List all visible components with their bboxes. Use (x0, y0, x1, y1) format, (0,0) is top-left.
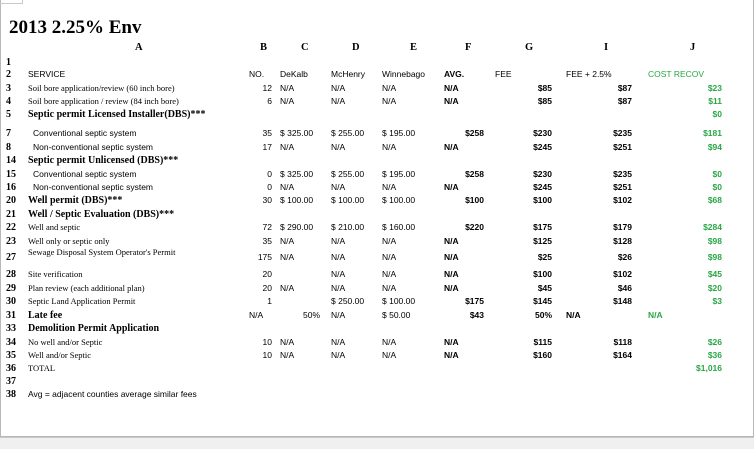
cost-recovery: $36 (707, 350, 722, 360)
dekalb-fee: N/A (280, 83, 295, 93)
mchenry-fee: $ 255.00 (331, 169, 365, 179)
column-header-c: C (301, 42, 309, 53)
service-name: Soil bore application/review (60 inch bore) (28, 83, 175, 93)
winnebago-fee: $ 100.00 (382, 296, 416, 306)
mchenry-fee: $ 210.00 (331, 222, 365, 232)
count-cell: 20 (262, 269, 272, 279)
row-number: 35 (6, 350, 16, 361)
fee-cell: $160 (533, 350, 552, 360)
fee-plus-cell: $102 (613, 195, 632, 205)
mchenry-fee: N/A (331, 236, 346, 246)
fee-cell: FEE (495, 69, 512, 79)
fee-cell: $230 (533, 169, 552, 179)
average-fee: $100 (465, 195, 484, 205)
mchenry-fee: N/A (331, 269, 346, 279)
mchenry-fee: N/A (331, 310, 346, 320)
fee-cell: $145 (533, 296, 552, 306)
column-header-e: E (410, 42, 418, 53)
fee-cell: $245 (533, 182, 552, 192)
cost-recovery: $23 (707, 83, 722, 93)
fee-cell: $230 (533, 128, 552, 138)
count-cell: 30 (262, 195, 272, 205)
table-row (0, 181, 754, 194)
table-row (0, 362, 754, 375)
count-cell: 35 (262, 128, 272, 138)
cost-recovery: $0 (712, 182, 722, 192)
row-number: 33 (6, 323, 16, 334)
service-name: Well only or septic only (28, 236, 110, 246)
row-number: 3 (6, 83, 11, 94)
dekalb-fee: N/A (280, 142, 295, 152)
column-header-j: J (690, 42, 696, 53)
table-row (0, 68, 754, 81)
table-row (0, 168, 754, 181)
window-corner (0, 0, 23, 4)
winnebago-fee: $ 160.00 (382, 222, 416, 232)
cost-recovery: COST RECOV (648, 69, 705, 79)
count-cell: 35 (262, 236, 272, 246)
average-fee: N/A (444, 142, 459, 152)
count-cell: NO. (249, 69, 265, 79)
row-number: 30 (6, 296, 16, 307)
dekalb-fee: N/A (280, 96, 295, 106)
row-number: 21 (6, 209, 16, 220)
service-name: Well / Septic Evaluation (DBS)*** (28, 209, 175, 220)
mchenry-fee: N/A (331, 142, 346, 152)
service-name: SERVICE (28, 69, 66, 79)
cost-recovery: $0 (712, 109, 722, 119)
mchenry-fee: N/A (331, 252, 346, 262)
fee-cell: 50% (534, 310, 552, 320)
cost-recovery: $98 (707, 252, 722, 262)
count-cell: 6 (267, 96, 272, 106)
dekalb-fee: $ 325.00 (280, 128, 314, 138)
service-name: Septic permit Unlicensed (DBS)*** (28, 155, 179, 166)
fee-plus-cell: $102 (613, 269, 632, 279)
service-name: Late fee (28, 310, 63, 321)
column-header-i: I (604, 42, 609, 53)
row-number: 37 (6, 376, 16, 387)
average-fee: N/A (444, 252, 459, 262)
fee-plus-cell: $251 (613, 182, 632, 192)
count-cell: N/A (249, 310, 264, 320)
dekalb-fee: 50% (302, 310, 320, 320)
service-name: Plan review (each additional plan) (28, 283, 145, 293)
fee-plus-cell: $118 (613, 337, 632, 347)
dekalb-fee: DeKalb (280, 69, 308, 79)
table-row (0, 349, 754, 362)
cost-recovery: $284 (703, 222, 722, 232)
fee-plus-cell: $148 (613, 296, 632, 306)
fee-plus-cell: $26 (617, 252, 632, 262)
bottom-strip (0, 437, 754, 449)
service-name: Avg = adjacent counties average similar fees (28, 389, 197, 399)
winnebago-fee: $ 100.00 (382, 195, 416, 205)
fee-plus-cell: $87 (617, 83, 632, 93)
winnebago-fee: N/A (382, 83, 397, 93)
table-row (0, 108, 754, 121)
table-row (0, 282, 754, 295)
count-cell: 0 (267, 182, 272, 192)
row-number: 22 (6, 222, 16, 233)
winnebago-fee: N/A (382, 350, 397, 360)
cost-recovery: $181 (703, 128, 722, 138)
winnebago-fee: N/A (382, 252, 397, 262)
average-fee: $175 (465, 296, 484, 306)
winnebago-fee: Winnebago (382, 69, 426, 79)
average-fee: N/A (444, 236, 459, 246)
service-name: No well and/or Septic (28, 337, 103, 347)
fee-plus-cell: $251 (613, 142, 632, 152)
service-name: Soil bore application / review (84 inch bore) (28, 96, 179, 106)
row-number: 7 (6, 128, 11, 139)
row-number: 5 (6, 109, 11, 120)
column-header-b: B (260, 42, 268, 53)
table-row (0, 154, 754, 167)
table-row (0, 388, 754, 401)
mchenry-fee: N/A (331, 350, 346, 360)
row-number: 38 (6, 389, 16, 400)
column-header-d: D (352, 42, 360, 53)
average-fee: N/A (444, 83, 459, 93)
winnebago-fee: N/A (382, 142, 397, 152)
sheet-title: 2013 2.25% Env (9, 17, 142, 38)
fee-plus-cell: $87 (617, 96, 632, 106)
fee-cell: $125 (533, 236, 552, 246)
cost-recovery: $98 (707, 236, 722, 246)
cost-recovery: $68 (707, 195, 722, 205)
row-number: 15 (6, 169, 16, 180)
column-header-f: F (465, 42, 472, 53)
count-cell: 10 (262, 337, 272, 347)
mchenry-fee: $ 250.00 (331, 296, 365, 306)
row-number: 16 (6, 182, 16, 193)
service-name: Septic Land Application Permit (28, 296, 136, 306)
row-number: 27 (6, 252, 16, 263)
service-name: TOTAL (28, 363, 56, 373)
fee-cell: $100 (533, 195, 552, 205)
row-number: 31 (6, 310, 16, 321)
winnebago-fee: N/A (382, 96, 397, 106)
winnebago-fee: N/A (382, 269, 397, 279)
average-fee: N/A (444, 350, 459, 360)
dekalb-fee: N/A (280, 236, 295, 246)
cost-recovery: $0 (712, 169, 722, 179)
count-cell: 12 (262, 83, 272, 93)
cost-recovery: $11 (708, 96, 722, 106)
winnebago-fee: N/A (382, 182, 397, 192)
service-name: Conventional septic system (33, 128, 137, 138)
cost-recovery: $45 (707, 269, 722, 279)
mchenry-fee: N/A (331, 337, 346, 347)
winnebago-fee: $ 50.00 (382, 310, 411, 320)
cost-recovery: $3 (712, 296, 722, 306)
count-cell: 1 (267, 296, 272, 306)
dekalb-fee: N/A (280, 337, 295, 347)
row-number: 8 (6, 142, 11, 153)
fee-plus-cell: FEE + 2.5% (566, 69, 612, 79)
row-number: 4 (6, 96, 11, 107)
count-cell: 10 (262, 350, 272, 360)
average-fee: AVG. (444, 69, 465, 79)
table-row (0, 295, 754, 308)
service-name: Well and/or Septic (28, 350, 92, 360)
winnebago-fee: N/A (382, 283, 397, 293)
service-name: Non-conventional septic system (33, 182, 154, 192)
table-row (0, 141, 754, 154)
row-number: 2 (6, 69, 11, 80)
dekalb-fee: $ 100.00 (280, 195, 314, 205)
table-row (0, 247, 754, 269)
fee-cell: $45 (537, 283, 552, 293)
service-name: Well and septic (28, 222, 81, 232)
mchenry-fee: $ 255.00 (331, 128, 365, 138)
average-fee: $43 (469, 310, 484, 320)
table-row (0, 375, 754, 388)
table-row (0, 322, 754, 335)
service-name: Well permit (DBS)*** (28, 195, 123, 206)
service-name: Conventional septic system (33, 169, 137, 179)
winnebago-fee: $ 195.00 (382, 169, 416, 179)
row-number: 36 (6, 363, 16, 374)
fee-cell: $25 (537, 252, 552, 262)
mchenry-fee: N/A (331, 96, 346, 106)
cost-recovery: $20 (707, 283, 722, 293)
dekalb-fee: N/A (280, 350, 295, 360)
row-number: 14 (6, 155, 16, 166)
fee-cell: $85 (537, 96, 552, 106)
average-fee: N/A (444, 337, 459, 347)
average-fee: N/A (444, 269, 459, 279)
count-cell: 20 (262, 283, 272, 293)
service-name: Non-conventional septic system (33, 142, 154, 152)
fee-plus-cell: $179 (613, 222, 632, 232)
column-header-a: A (135, 42, 143, 53)
fee-cell: $175 (533, 222, 552, 232)
row-number: 1 (6, 57, 11, 68)
fee-cell: $85 (537, 83, 552, 93)
mchenry-fee: N/A (331, 283, 346, 293)
table-row (0, 194, 754, 207)
cost-recovery: $94 (707, 142, 722, 152)
table-row (0, 309, 754, 322)
count-cell: 0 (267, 169, 272, 179)
mchenry-fee: N/A (331, 182, 346, 192)
service-name: Demolition Permit Application (28, 323, 160, 334)
fee-plus-cell: $235 (613, 128, 632, 138)
service-name: Site verification (28, 269, 83, 279)
winnebago-fee: $ 195.00 (382, 128, 416, 138)
table-row (0, 221, 754, 234)
row-number: 20 (6, 195, 16, 206)
fee-plus-cell: $128 (613, 236, 632, 246)
dekalb-fee: N/A (280, 252, 295, 262)
table-row (0, 336, 754, 349)
average-fee: N/A (444, 283, 459, 293)
row-number: 29 (6, 283, 16, 294)
cost-recovery: $1,016 (696, 363, 722, 373)
average-fee: $258 (465, 169, 484, 179)
row-number: 23 (6, 236, 16, 247)
fee-plus-cell: $46 (617, 283, 632, 293)
average-fee: $258 (465, 128, 484, 138)
count-cell: 72 (262, 222, 272, 232)
cost-recovery: N/A (648, 310, 663, 320)
fee-cell: $100 (533, 269, 552, 279)
dekalb-fee: $ 290.00 (280, 222, 314, 232)
service-name: Septic permit Licensed Installer(DBS)*** (28, 109, 206, 120)
cost-recovery: $26 (707, 337, 722, 347)
table-row (0, 82, 754, 95)
mchenry-fee: N/A (331, 83, 346, 93)
table-row (0, 95, 754, 108)
fee-plus-cell: N/A (566, 310, 581, 320)
column-header-g: G (525, 42, 534, 53)
row-number: 28 (6, 269, 16, 280)
fee-plus-cell: $235 (613, 169, 632, 179)
dekalb-fee: $ 325.00 (280, 169, 314, 179)
average-fee: N/A (444, 182, 459, 192)
table-row (0, 208, 754, 221)
fee-cell: $115 (533, 337, 552, 347)
mchenry-fee: McHenry (331, 69, 366, 79)
mchenry-fee: $ 100.00 (331, 195, 365, 205)
fee-cell: $245 (533, 142, 552, 152)
winnebago-fee: N/A (382, 236, 397, 246)
count-cell: 175 (257, 252, 272, 262)
table-row (0, 127, 754, 140)
service-name: Sewage Disposal System Operator's Permit (28, 247, 176, 257)
winnebago-fee: N/A (382, 337, 397, 347)
dekalb-fee: N/A (280, 283, 295, 293)
fee-plus-cell: $164 (613, 350, 632, 360)
average-fee: N/A (444, 96, 459, 106)
table-row (0, 268, 754, 281)
count-cell: 17 (262, 142, 272, 152)
dekalb-fee: N/A (280, 182, 295, 192)
average-fee: $220 (465, 222, 484, 232)
row-number: 34 (6, 337, 16, 348)
